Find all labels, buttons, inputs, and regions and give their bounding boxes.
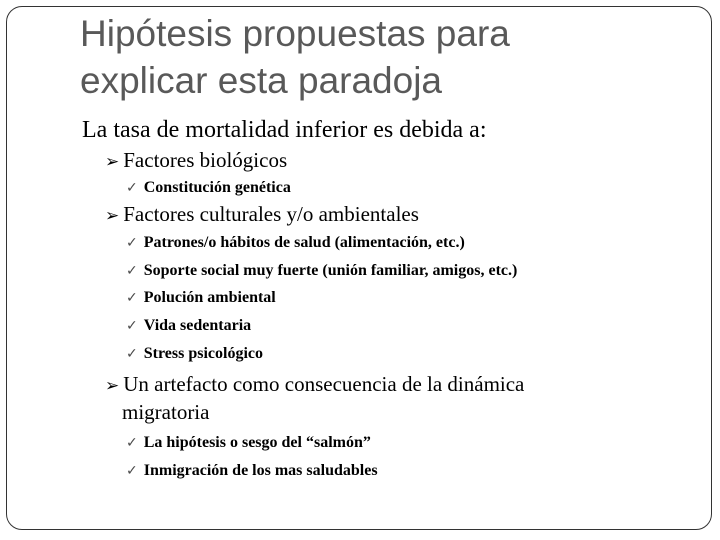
check-icon: ✓ — [126, 290, 138, 306]
bullet-label-line-1: Un artefacto como consecuencia de la dinámica — [123, 372, 525, 396]
check-icon: ✓ — [126, 463, 138, 479]
title-line-2: explicar esta paradoja — [80, 60, 442, 101]
subitem-label: Polución ambiental — [143, 289, 276, 306]
subitem-label: Stress psicológico — [143, 345, 263, 362]
check-icon: ✓ — [126, 235, 138, 251]
check-icon: ✓ — [126, 318, 138, 334]
arrow-bullet-icon: ➢ — [105, 152, 120, 172]
subitem-sesgo-salmon — [126, 434, 371, 452]
subitem-label: Inmigración de los mas saludables — [143, 462, 378, 479]
bullet-label: Factores biológicos — [123, 148, 288, 172]
subitem-stress-psicologico — [126, 345, 263, 363]
check-icon: ✓ — [126, 263, 138, 279]
subitem-inmigracion-saludables — [126, 462, 378, 480]
subitem-label: Vida sedentaria — [143, 317, 252, 334]
arrow-bullet-icon: ➢ — [105, 376, 120, 396]
bullet-factores-culturales — [105, 202, 419, 227]
bullet-artefacto-migratorio — [105, 372, 524, 397]
title-line-1: Hipótesis propuestas para — [80, 13, 510, 54]
slide-title — [80, 10, 680, 104]
subitem-polucion-ambiental — [126, 289, 276, 307]
subitem-constitucion-genetica — [126, 179, 291, 197]
check-icon: ✓ — [126, 180, 138, 196]
bullet-label: Factores culturales y/o ambientales — [123, 202, 419, 226]
subitem-soporte-social — [126, 262, 517, 280]
subitem-label: La hipótesis o sesgo del “salmón” — [143, 434, 371, 451]
arrow-bullet-icon: ➢ — [105, 206, 120, 226]
check-icon: ✓ — [126, 346, 138, 362]
intro-text: La tasa de mortalidad inferior es debida a: — [82, 117, 487, 143]
bullet-factores-biologicos — [105, 148, 287, 173]
check-icon: ✓ — [126, 435, 138, 451]
subitem-patrones-habitos — [126, 234, 465, 252]
subitem-label: Soporte social muy fuerte (unión familiar, amigos, etc.) — [143, 262, 518, 279]
bullet-label-line-2: migratoria — [122, 400, 210, 424]
subitem-label: Patrones/o hábitos de salud (alimentación, etc.) — [143, 234, 465, 251]
subitem-label: Constitución genética — [143, 179, 291, 196]
subitem-vida-sedentaria — [126, 317, 251, 335]
